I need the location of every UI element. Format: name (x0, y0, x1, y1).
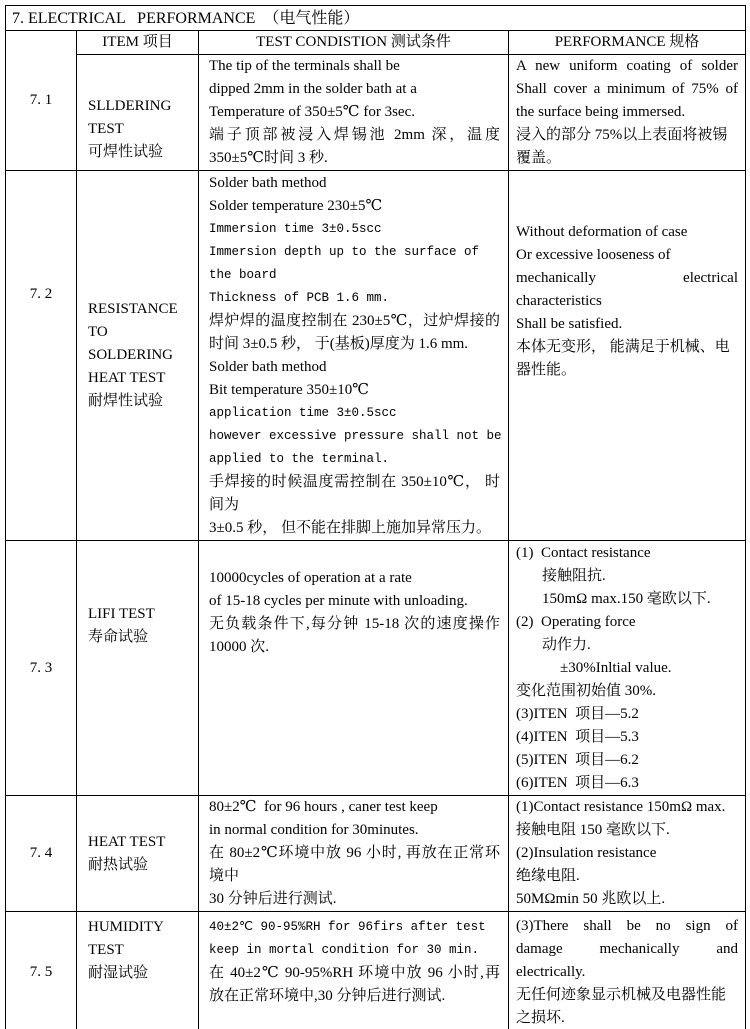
row-number: 7. 4 (29, 845, 53, 861)
condition-line: 350±5℃时间 3 秒. (209, 150, 328, 166)
column-header-label: PERFORMANCE 规格 (554, 34, 700, 50)
column-header-label: ITEM 项目 (102, 34, 173, 50)
condition-line: Solder bath method (209, 358, 327, 375)
item-line: 耐热试验 (88, 856, 149, 873)
performance-line: (5)ITEN 项目—6.2 (516, 751, 639, 768)
performance-line: ±30%Inltial value. (560, 659, 672, 676)
condition-line: 30 分钟后进行测试. (209, 891, 337, 907)
performance-line: 变化范围初始值 30%. (516, 682, 656, 699)
performance-cell (509, 541, 746, 796)
item-line: 寿命试验 (88, 629, 149, 645)
row-number: 7. 5 (29, 963, 53, 980)
performance-line: (1)Contact resistance 150mΩ max. (516, 799, 726, 815)
performance-line: (1) Contact resistance (516, 544, 651, 561)
table-row (6, 541, 746, 796)
performance-line: 覆盖。 (516, 150, 562, 166)
item-line: TEST (88, 121, 124, 137)
performance-line: 接触电阻 150 毫欧以下. (516, 822, 670, 838)
performance-line: (2) Operating force (516, 613, 636, 630)
row-number-cell (6, 796, 77, 912)
performance-line: mechanically electrical (516, 270, 738, 286)
item-cell (77, 796, 199, 912)
condition-cell (199, 796, 509, 912)
performance-cell (509, 912, 746, 1029)
condition-line: 80±2℃ for 96 hours , caner test keep (209, 799, 438, 815)
condition-cell (199, 912, 509, 1029)
electrical-performance-table (5, 5, 746, 1029)
column-header-condition (199, 31, 509, 55)
item-line: LIFI TEST (88, 606, 155, 622)
condition-line: keep in mortal condition for 30 min. (209, 943, 480, 957)
performance-line: Shall be satisfied. (516, 316, 623, 332)
condition-line: The tip of the terminals shall be (209, 58, 400, 74)
table-row (6, 55, 746, 171)
row-number: 7. 1 (29, 92, 53, 108)
condition-line: dipped 2mm in the solder bath at a (209, 81, 417, 97)
performance-line: 浸入的部分 75%以上表面将被锡 (516, 127, 728, 143)
item-line: SOLDERING (88, 347, 173, 363)
performance-line: 无任何迹象显示机械及电器性能 (516, 986, 727, 1003)
condition-line: Bit temperature 350±10℃ (209, 381, 369, 398)
performance-cell (509, 171, 746, 541)
row-number-cell (6, 541, 77, 796)
item-line: 耐焊性试验 (88, 393, 164, 409)
table-row (6, 6, 746, 31)
performance-line: 150mΩ max.150 毫欧以下. (542, 590, 711, 607)
performance-cell (509, 796, 746, 912)
column-header-item (77, 31, 199, 55)
column-header-label: TEST CONDISTION 测试条件 (256, 34, 451, 50)
condition-line: Solder temperature 230±5℃ (209, 197, 383, 214)
item-line: HEAT TEST (88, 370, 166, 386)
performance-line: 接触阻抗. (542, 567, 606, 584)
item-line: HUMIDITY (88, 919, 164, 935)
performance-line: (2)Insulation resistance (516, 845, 657, 861)
row-number-cell (6, 912, 77, 1029)
condition-line: 焊炉焊的温度控制在 230±5℃，过炉焊接的 (209, 312, 500, 329)
performance-line: 器性能。 (516, 362, 577, 378)
condition-line: however excessive pressure shall not be (209, 428, 502, 443)
performance-line: characteristics (516, 293, 602, 309)
condition-cell (199, 55, 509, 171)
item-cell (77, 55, 199, 171)
performance-line: 之损坏. (516, 1009, 565, 1026)
performance-line: 本体无变形， 能满足于机械、电 (516, 339, 730, 355)
condition-line: application time 3±0.5scc (209, 405, 397, 420)
performance-line: 绝缘电阻. (516, 868, 580, 884)
condition-line: 时间 3±0.5 秒， 于(基板)厚度为 1.6 mm. (209, 335, 469, 352)
condition-line: 端子顶部被浸入焊锡池 2mm 深，温度 (209, 127, 500, 143)
performance-line: (6)ITEN 项目—6.3 (516, 774, 639, 791)
table-row (6, 912, 746, 1029)
condition-line: 放在正常环境中,30 分钟后进行测试. (209, 988, 446, 1004)
performance-line: Or excessive looseness of (516, 247, 671, 263)
condition-line: 间为 (209, 496, 240, 513)
item-line: TO (88, 324, 108, 340)
table-header-row (6, 31, 746, 55)
column-header-performance (509, 31, 746, 55)
condition-line: 无负载条件下,每分钟 15-18 次的速度操作 (209, 616, 500, 632)
condition-line: applied to the terminal. (209, 451, 390, 466)
row-number: 7. 2 (29, 286, 53, 302)
condition-line: in normal condition for 30minutes. (209, 822, 419, 838)
condition-line: 40±2℃ 90-95%RH for 96firs after test (209, 920, 486, 934)
condition-line: Immersion time 3±0.5scc (209, 221, 382, 236)
performance-cell (509, 55, 746, 171)
condition-line: 10000 次. (209, 639, 270, 655)
condition-line: 10000cycles of operation at a rate (209, 570, 412, 586)
condition-line: Solder bath method (209, 174, 327, 191)
condition-line: 境中 (209, 868, 240, 884)
performance-line: 50MΩmin 50 兆欧以上. (516, 891, 666, 907)
item-line: 耐湿试验 (88, 965, 149, 981)
performance-line: A new uniform coating of solder (516, 58, 738, 74)
condition-line: the board (209, 267, 277, 282)
row-number-cell (6, 31, 77, 171)
condition-line: Thickness of PCB 1.6 mm. (209, 290, 390, 305)
performance-line: (3)There shall be no sign of (516, 917, 738, 934)
performance-line: 动作力. (542, 636, 591, 653)
item-line: RESISTANCE (88, 301, 178, 317)
performance-line: Without deformation of case (516, 224, 688, 240)
item-line: SLLDERING (88, 98, 172, 114)
condition-cell (199, 541, 509, 796)
performance-line: Shall cover a minimum of 75% of (516, 81, 738, 97)
condition-line: Temperature of 350±5℃ for 3sec. (209, 104, 415, 120)
performance-line: (4)ITEN 项目—5.3 (516, 728, 639, 745)
item-cell (77, 912, 199, 1029)
table-row (6, 796, 746, 912)
row-number-cell (6, 171, 77, 541)
table-row (6, 171, 746, 541)
item-line: 可焊性试验 (88, 144, 164, 160)
item-line: HEAT TEST (88, 833, 166, 850)
item-cell (77, 171, 199, 541)
condition-line: of 15-18 cycles per minute with unloading. (209, 593, 468, 609)
performance-line: damage mechanically and (516, 940, 738, 957)
row-number: 7. 3 (29, 659, 53, 676)
condition-line: 3±0.5 秒， 但不能在排脚上施加异常压力。 (209, 519, 491, 536)
performance-line: electrically. (516, 963, 586, 980)
item-cell (77, 541, 199, 796)
table-title-cell (6, 6, 746, 31)
performance-line: the surface being immersed. (516, 104, 686, 120)
condition-cell (199, 171, 509, 541)
condition-line: 在 80±2℃环境中放 96 小时, 再放在正常环 (209, 845, 500, 861)
condition-line: 手焊接的时候温度需控制在 350±10℃， 时 (209, 473, 500, 490)
performance-line: (3)ITEN 项目—5.2 (516, 705, 639, 722)
condition-line: Immersion depth up to the surface of (209, 244, 480, 259)
item-line: TEST (88, 942, 124, 958)
condition-line: 在 40±2℃ 90-95%RH 环境中放 96 小时,再 (209, 965, 500, 981)
table-title: 7. ELECTRICAL PERFORMANCE （电气性能） (12, 9, 360, 27)
